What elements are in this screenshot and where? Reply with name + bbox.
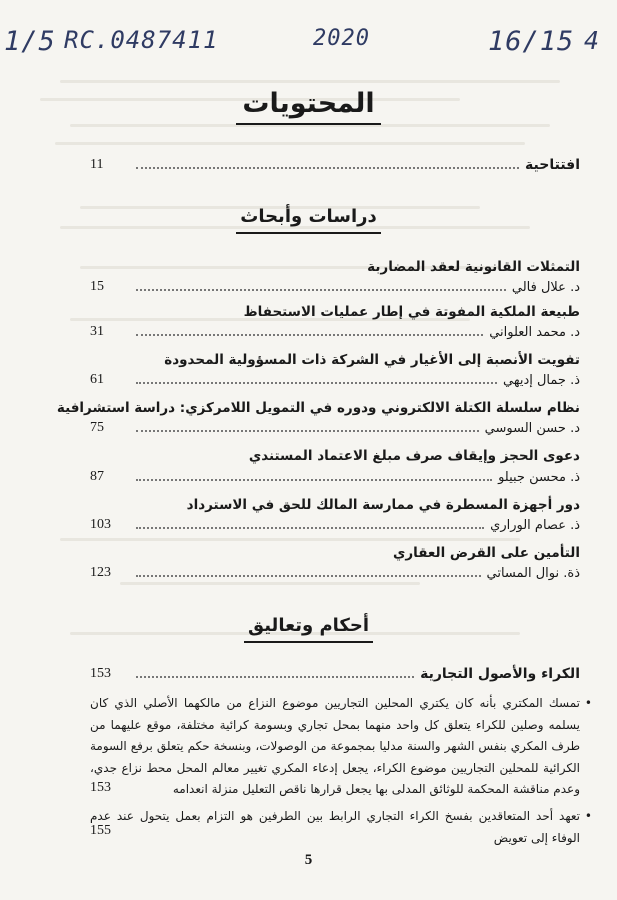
page-ref: 123: [90, 565, 111, 580]
toc-entry-rulings[interactable]: [90, 664, 580, 682]
handwritten-middle: 2020: [313, 26, 370, 51]
page-ref: 15: [90, 279, 104, 294]
toc-entry-author-line: [90, 467, 580, 485]
dot-leader: [136, 478, 492, 481]
dot-leader: [136, 574, 481, 577]
handwritten-corner: 4: [584, 26, 601, 55]
entry-title: افتتاحية: [525, 157, 580, 173]
toc-entry-author-line: [90, 277, 580, 295]
toc-entry-title[interactable]: دعوى الحجز وإيقاف صرف مبلغ الاعتماد المستندي: [248, 448, 580, 464]
page-ref: 153: [90, 780, 111, 795]
toc-entry-title[interactable]: التمثلات القانونية لعقد المضاربة: [367, 259, 580, 275]
page-ref: 103: [90, 517, 111, 532]
author-name: ذ. عصام الوراري: [490, 518, 580, 533]
author-name: د. علال فالي: [511, 280, 580, 295]
entry-title: الكراء والأصول التجارية: [420, 666, 580, 682]
author-name: د. حسن السوسي: [484, 421, 580, 436]
toc-entry-title[interactable]: دور أجهزة المسطرة في ممارسة المالك للحق في الاسترداد: [186, 497, 580, 513]
author-name: ذ. جمال إديهي: [503, 373, 580, 388]
page-ref: 87: [90, 469, 104, 484]
section-title-studies: دراسات وأبحاث: [0, 206, 617, 234]
toc-entry-author-line: [90, 515, 580, 533]
page-ref: 11: [90, 157, 104, 172]
handwritten-code: 1/5: [4, 26, 56, 57]
author-name: د. محمد العلواني: [489, 325, 580, 340]
toc-entry-title[interactable]: نظام سلسلة الكتلة الالكتروني ودوره في التمويل اللامركزي: دراسة استشرافية: [56, 400, 580, 416]
toc-entry-title[interactable]: تفويت الأنصبة إلى الأغيار في الشركة ذات المسؤولية المحدودة: [164, 352, 580, 368]
handwritten-fraction: 16/15: [488, 26, 575, 57]
page-ref: 61: [90, 372, 104, 387]
dot-leader: [136, 333, 483, 336]
dot-leader: [136, 288, 506, 291]
dot-leader: [136, 526, 484, 529]
toc-entry-author-line: [90, 563, 580, 581]
toc-entry-author-line: [90, 322, 580, 340]
toc-entry-title[interactable]: طبيعة الملكية المفوتة في إطار عمليات الاستحفاظ: [243, 304, 580, 320]
ruling-summary: • تمسك المكتري بأنه كان يكتري المحلين التجاريين موضوع النزاع من مالكهما الأصلي الذي كان يسلمه وصلين للكراء يتعلق كل واحد منهما بمحل تجاري وبسومة كرائية مختلفة، موقع عليهما من طرف المكري بنفس الشهر والسنة مدليا بمجموعة من الوصولات، وبنسخة حكم يتعلق برفع السومة الكرائية للمحلين التجاريين موضوع الكراء، يجعل إدعاء المكري تغيير معالم المحل محط نزاع جدي، وعدم مناقشة المحكمة للوثائق المدلى بها يجعل قرارها ناقص التعليل منزلة انعدامه: [90, 693, 580, 801]
section-title-rulings: أحكام وتعاليق: [0, 615, 617, 643]
dot-leader: [136, 675, 414, 678]
page-ref: 31: [90, 324, 104, 339]
author-name: ذة. نوال المساتي: [486, 566, 580, 581]
handwritten-reference: RC.0487411: [64, 26, 219, 54]
toc-entry-title[interactable]: التأمين على القرض العقاري: [392, 545, 580, 561]
author-name: ذ. محسن جبيلو: [498, 470, 580, 485]
toc-entry-author-line: [90, 370, 580, 388]
toc-entry-author-line: [90, 418, 580, 436]
page-ref: 153: [90, 666, 111, 681]
page-ref: 75: [90, 420, 104, 435]
toc-entry-opening[interactable]: [90, 155, 580, 173]
dot-leader: [136, 166, 519, 169]
ruling-summary: • تعهد أحد المتعاقدين بفسخ الكراء التجاري الرابط بين الطرفين هو التزام بعمل يتحول عند عدم الوفاء إلى تعويض: [90, 806, 580, 849]
dot-leader: [136, 429, 479, 432]
page-number: 5: [304, 852, 313, 868]
dot-leader: [136, 381, 497, 384]
page-ref: 155: [90, 823, 111, 838]
page-title: المحتويات: [0, 88, 617, 125]
